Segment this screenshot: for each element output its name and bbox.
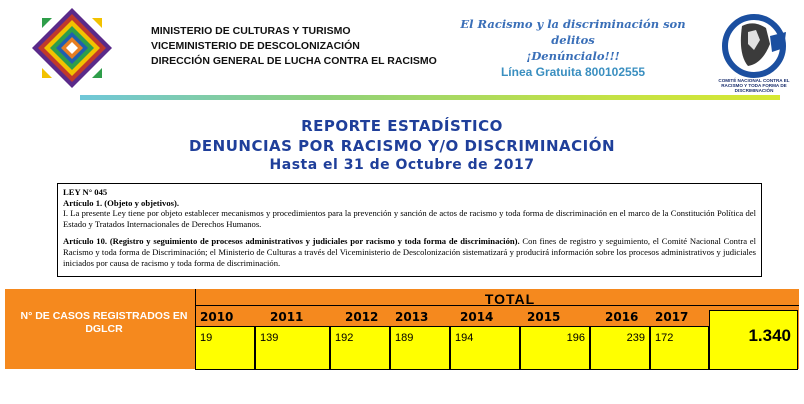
committee-logo (712, 14, 796, 96)
report-date: Hasta el 31 de Octubre de 2017 (269, 157, 535, 173)
value-2010: 19 (195, 326, 255, 370)
free-phone-line: Línea Gratuita 800102555 (500, 65, 646, 79)
article-10-paragraph (63, 236, 756, 268)
header-rule (195, 305, 799, 306)
report-titles (0, 116, 804, 174)
year-2013: 2013 (395, 310, 429, 324)
year-2010: 2010 (200, 310, 234, 324)
ministry-line: MINISTERIO DE CULTURAS Y TURISMO (151, 25, 351, 37)
slogan-line-1: El Racismo y la discriminación son delitos (460, 17, 686, 47)
committee-name: COMITÉ NACIONAL CONTRA EL RACISMO Y TODA FORMA DE DISCRIMINACIÓN (718, 78, 790, 93)
law-heading: LEY N° 045 (63, 187, 108, 197)
grand-total: 1.340 (709, 310, 798, 370)
year-2016: 2016 (605, 310, 639, 324)
value-2014: 194 (450, 326, 520, 370)
header-divider (80, 95, 780, 100)
article-10-title: Artículo 10. (Registro y seguimiento de procesos administrativos y judiciales por racismo y toda forma de discriminación). (63, 236, 520, 247)
year-2012: 2012 (345, 310, 379, 324)
year-2011: 2011 (270, 310, 304, 324)
value-2012: 192 (330, 326, 390, 370)
article-1-title: Artículo 1. (Objeto y objetivos). (63, 197, 179, 208)
total-header: TOTAL (484, 291, 536, 307)
value-2017: 172 (650, 326, 709, 370)
year-2017: 2017 (655, 310, 689, 324)
law-excerpt-box (57, 183, 762, 277)
value-2013: 189 (390, 326, 450, 370)
row-label: N° DE CASOS REGISTRADOS EN DGLCR (20, 310, 188, 335)
value-2011: 139 (255, 326, 330, 370)
year-2014: 2014 (460, 310, 494, 324)
slogan-line-2: ¡Denúncialo!!! (526, 49, 620, 63)
article-10-text: Con fines de registro y seguimiento, el Comité Nacional Contra el Racismo y toda forma de Discriminación; el Ministerio de Culturas a través del Viceministerio de Descolonización sistematizará y producirá información sobre los procesos administrativos y judiciales iniciados por causa de racismo y toda forma de discriminación. (63, 236, 756, 268)
ministry-logo (30, 6, 114, 90)
value-2015: 196 (520, 326, 590, 370)
article-1-text: I. La presente Ley tiene por objeto establecer mecanismos y procedimientos para la prevención y sanción de actos de racismo y toda forma de discriminación en el marco de la Constitución Política del Estado y Tratados Internacionales de Derechos Humanos. (63, 208, 756, 229)
viceministry-line: VICEMINISTERIO DE DESCOLONIZACIÓN (151, 40, 360, 52)
direction-line: DIRECCIÓN GENERAL DE LUCHA CONTRA EL RACISMO (151, 55, 437, 67)
slogan-block (438, 16, 708, 80)
ministry-header (151, 24, 437, 69)
report-subtitle: DENUNCIAS POR RACISMO Y/O DISCRIMINACIÓN (188, 137, 616, 155)
report-title: REPORTE ESTADÍSTICO (301, 117, 503, 135)
year-2015: 2015 (527, 310, 561, 324)
value-2016: 239 (590, 326, 650, 370)
